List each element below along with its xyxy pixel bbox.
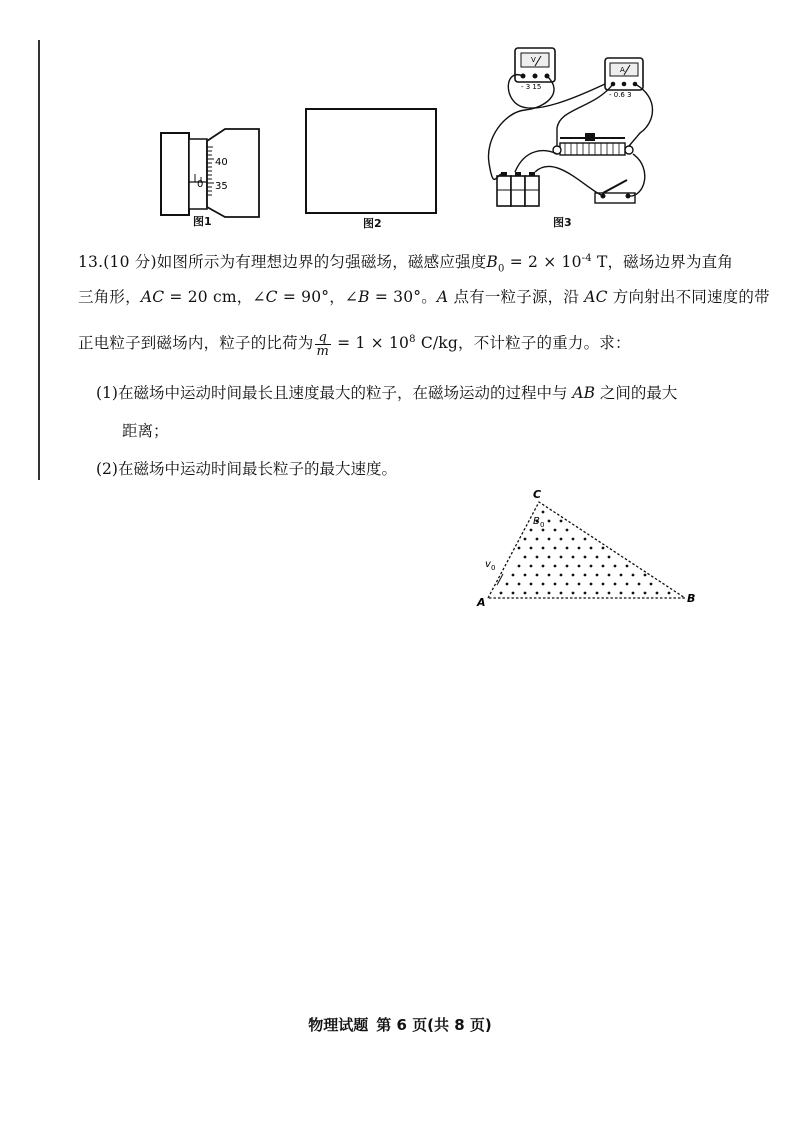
triangle-field-diagram: [475, 490, 705, 610]
question-text-2f: 方向射出不同速度的带: [607, 288, 770, 306]
field-dot: [530, 529, 533, 532]
field-dot: [524, 538, 527, 541]
sub-question-1-continued: 距离；: [122, 422, 169, 440]
field-dot: [572, 538, 575, 541]
footer-page-number: 第 6 页(共 8 页): [376, 1016, 492, 1034]
field-dot: [668, 592, 671, 595]
page-footer: [0, 1014, 800, 1035]
field-dot: [542, 511, 545, 514]
figure-2-blank-box: [305, 108, 437, 214]
field-dot: [590, 583, 593, 586]
vertex-b-label: B: [687, 592, 696, 605]
field-dot: [614, 583, 617, 586]
field-dot: [536, 592, 539, 595]
field-dot: [578, 547, 581, 550]
field-dot: [644, 592, 647, 595]
field-dot: [566, 565, 569, 568]
field-boundary-triangle: [488, 502, 685, 598]
field-dot: [602, 547, 605, 550]
field-dot: [632, 592, 635, 595]
question-text-2e: 点有一粒子源，沿: [448, 288, 585, 306]
question-13-line-1: [78, 249, 733, 279]
field-dot: [608, 556, 611, 559]
field-dot: [542, 529, 545, 532]
field-dot: [530, 583, 533, 586]
field-dot: [536, 574, 539, 577]
field-dot: [500, 592, 503, 595]
field-dot: [656, 592, 659, 595]
field-dot: [638, 583, 641, 586]
angle-c-label: C: [265, 288, 278, 306]
field-dot: [530, 547, 533, 550]
question-text-2d: = 30°。: [369, 288, 437, 306]
question-text-3c: C/kg，不计粒子的重力。求：: [415, 334, 631, 353]
field-dot: [584, 592, 587, 595]
field-dot: [560, 574, 563, 577]
field-dot: [554, 565, 557, 568]
field-dot: [548, 574, 551, 577]
micrometer-label-40: 40: [215, 157, 228, 168]
field-dot: [542, 547, 545, 550]
question-text-1a: 如图所示为有理想边界的匀强磁场，磁感应强度: [156, 253, 487, 272]
sub-question-1: [96, 383, 677, 403]
field-dot: [602, 583, 605, 586]
field-dot: [608, 592, 611, 595]
ratio-exponent: 8: [409, 334, 416, 345]
velocity-label: v: [485, 559, 491, 570]
question-text-3b: = 1 × 10: [332, 334, 410, 353]
ammeter-icon: [605, 58, 643, 99]
vertex-c-label: C: [533, 490, 542, 501]
field-dot: [548, 592, 551, 595]
field-dot: [512, 574, 515, 577]
field-dot: [590, 547, 593, 550]
binding-margin-line: [38, 40, 40, 480]
field-dot: [572, 574, 575, 577]
field-dot: [626, 565, 629, 568]
field-b-label: B: [533, 516, 540, 527]
field-dot: [524, 556, 527, 559]
ac-direction-label: AC: [584, 288, 608, 306]
field-dot: [524, 592, 527, 595]
micrometer-label-0: 0: [197, 179, 204, 190]
ammeter-terminals: - 0.6 3: [609, 91, 632, 99]
voltmeter-symbol: V: [531, 56, 536, 64]
micrometer-drawing: [155, 125, 265, 225]
field-dot: [650, 583, 653, 586]
figure-1-caption: 图1: [193, 215, 212, 228]
field-dot: [560, 592, 563, 595]
question-13-line-3: [78, 330, 631, 358]
field-dot: [590, 565, 593, 568]
b0-subscript: 0: [498, 263, 505, 275]
field-dot: [620, 574, 623, 577]
field-dot: [560, 556, 563, 559]
field-dot: [560, 520, 563, 523]
voltmeter-icon: [515, 48, 555, 91]
question-text-2b: = 20 cm，∠: [164, 288, 266, 306]
field-dot: [524, 574, 527, 577]
field-dot: [512, 592, 515, 595]
b0-symbol: B: [486, 253, 499, 272]
field-dot: [584, 574, 587, 577]
fraction-denominator: m: [316, 343, 330, 359]
field-dot: [566, 529, 569, 532]
figure-3-circuit: [465, 38, 665, 218]
circuit-drawing: [465, 38, 665, 218]
velocity-arrow: [497, 574, 503, 585]
b0-exponent: -4: [581, 253, 592, 264]
figure-1-micrometer: [155, 125, 265, 225]
question-text-1b: T，磁场边界为直角: [591, 253, 734, 272]
field-dot: [572, 592, 575, 595]
field-dot: [584, 538, 587, 541]
field-dot: [608, 574, 611, 577]
field-dot: [632, 574, 635, 577]
question-points: (10 分): [103, 253, 157, 272]
field-dot: [560, 538, 563, 541]
field-dot: [602, 565, 605, 568]
field-dot: [554, 583, 557, 586]
sub-question-2: (2)在磁场中运动时间最长粒子的最大速度。: [96, 460, 397, 478]
question-text-2c: = 90°，∠: [277, 288, 359, 306]
field-dot: [584, 556, 587, 559]
question-text-3a: 正电粒子到磁场内，粒子的比荷为: [78, 334, 314, 353]
field-dot: [554, 529, 557, 532]
field-dot: [596, 574, 599, 577]
field-dots: [500, 511, 671, 595]
field-dot: [578, 583, 581, 586]
ab-label: AB: [572, 384, 595, 402]
ac-label: AC: [140, 288, 165, 306]
point-a-label: A: [436, 288, 449, 306]
sub-question-1-text-b: 之间的最大: [594, 384, 678, 402]
field-dot: [578, 565, 581, 568]
fraction-numerator: q: [315, 331, 332, 345]
question-text-2a: 三角形，: [78, 288, 141, 306]
triangle-svg: [475, 490, 705, 610]
field-dot: [518, 547, 521, 550]
charge-mass-fraction: [315, 331, 332, 358]
field-dot: [644, 574, 647, 577]
voltmeter-terminals: - 3 15: [521, 83, 542, 91]
battery-icon: [497, 172, 539, 206]
field-dot: [566, 583, 569, 586]
field-dot: [596, 592, 599, 595]
figure-2-caption: 图2: [363, 217, 382, 230]
field-dot: [542, 565, 545, 568]
vertex-a-label: A: [477, 596, 486, 609]
field-dot: [566, 547, 569, 550]
field-dot: [536, 538, 539, 541]
field-dot: [530, 565, 533, 568]
micrometer-label-35: 35: [215, 181, 228, 192]
field-dot: [596, 556, 599, 559]
field-dot: [542, 583, 545, 586]
field-dot: [572, 556, 575, 559]
field-dot: [548, 556, 551, 559]
field-dot: [506, 583, 509, 586]
question-13-line-2: [78, 287, 770, 307]
field-dot: [554, 547, 557, 550]
rheostat-icon: [553, 133, 633, 155]
footer-subject: 物理试题: [308, 1016, 369, 1034]
field-dot: [614, 565, 617, 568]
field-dot: [626, 583, 629, 586]
figure-3-caption: 图3: [553, 216, 572, 229]
field-dot: [536, 556, 539, 559]
switch-icon: [595, 180, 635, 203]
sub-question-1-text-a: (1)在磁场中运动时间最长且速度最大的粒子，在磁场运动的过程中与: [96, 384, 573, 402]
b0-value: = 2 × 10: [504, 253, 582, 272]
field-dot: [548, 520, 551, 523]
field-dot: [548, 538, 551, 541]
angle-b-label: B: [358, 288, 370, 306]
velocity-subscript: 0: [491, 564, 496, 572]
question-number: 13.: [78, 253, 104, 272]
field-dot: [518, 583, 521, 586]
field-b-subscript: 0: [540, 521, 545, 529]
ammeter-symbol: A: [620, 66, 625, 74]
field-dot: [620, 592, 623, 595]
field-dot: [518, 565, 521, 568]
